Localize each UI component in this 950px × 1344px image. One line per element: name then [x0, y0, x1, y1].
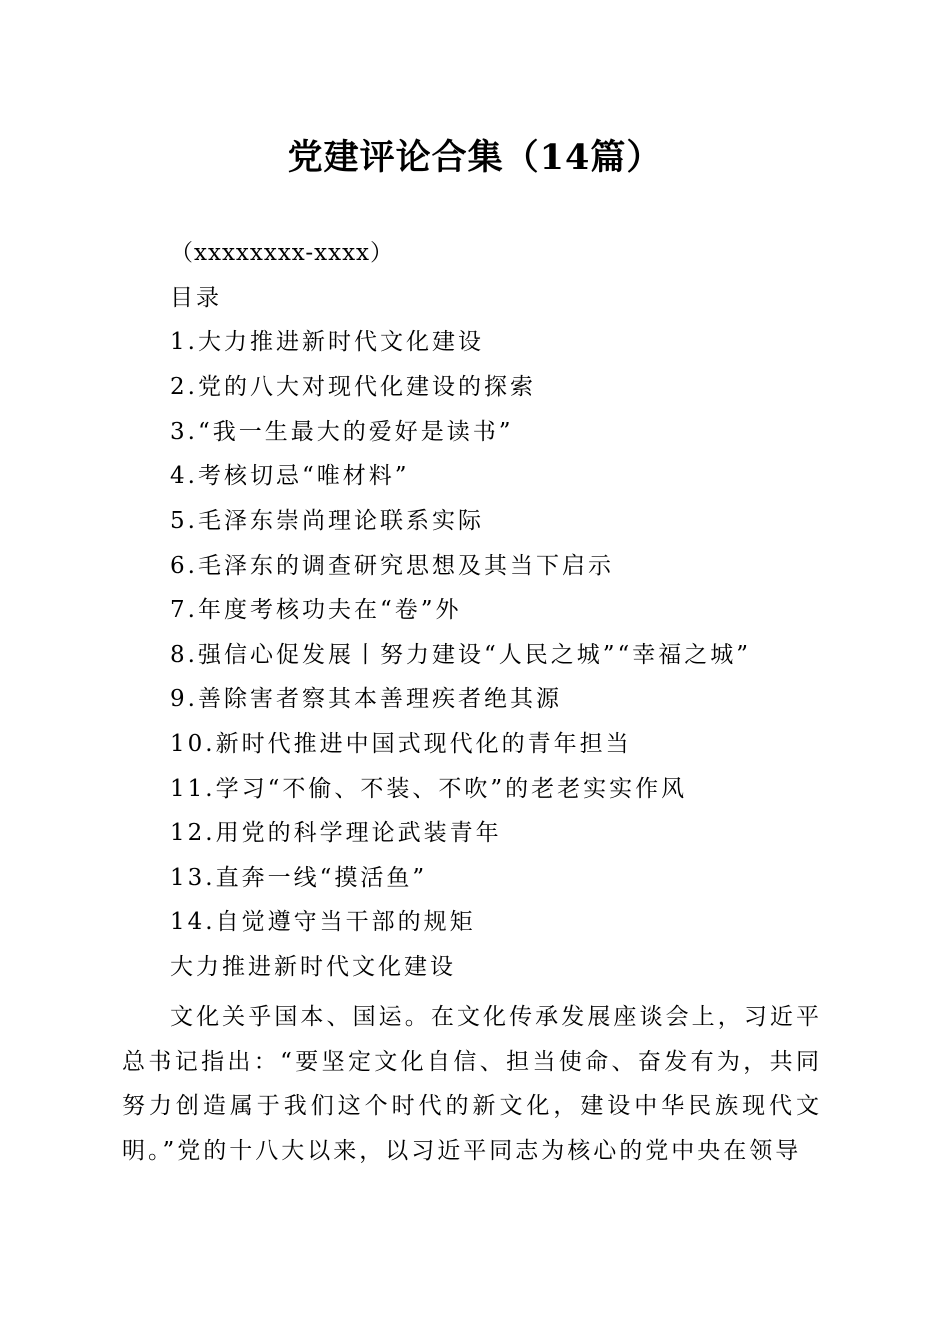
toc-item: 14.自觉遵守当干部的规矩	[170, 909, 476, 935]
document-number: （xxxxxxxx-xxxx）	[170, 240, 395, 266]
toc-item: 13.直奔一线“摸活鱼”	[170, 865, 428, 891]
toc-item: 1.大力推进新时代文化建设	[170, 329, 484, 355]
document-title: 党建评论合集（14篇）	[287, 137, 663, 178]
toc-item: 11.学习“不偷、不装、不吹”的老老实实作风	[170, 776, 688, 802]
toc-item: 3.“我一生最大的爱好是读书”	[170, 419, 514, 445]
toc-item: 10.新时代推进中国式现代化的青年担当	[170, 731, 632, 757]
toc-item: 12.用党的科学理论武装青年	[170, 820, 502, 846]
toc-item: 8.强信心促发展丨努力建设“人民之城”“幸福之城”	[170, 642, 751, 668]
section-heading: 大力推进新时代文化建设	[170, 954, 456, 980]
toc-item: 4.考核切忌“唯材料”	[170, 463, 410, 489]
toc-item: 5.毛泽东崇尚理论联系实际	[170, 508, 484, 534]
toc-heading: 目录	[170, 285, 222, 311]
toc-item: 6.毛泽东的调查研究思想及其当下启示	[170, 553, 614, 579]
toc-item: 2.党的八大对现代化建设的探索	[170, 374, 536, 400]
body-paragraph: 文化关乎国本、国运。在文化传承发展座谈会上，习近平总书记指出：“要坚定文化自信、担当使命、奋发有为，共同努力创造属于我们这个时代的新文化，建设中华民族现代文明。”党的十八大以来，以习近平同志为核心的党中央在领导	[122, 1004, 822, 1164]
toc-item: 9.善除害者察其本善理疾者绝其源	[170, 686, 562, 712]
toc-item: 7.年度考核功夫在“卷”外	[170, 597, 462, 623]
